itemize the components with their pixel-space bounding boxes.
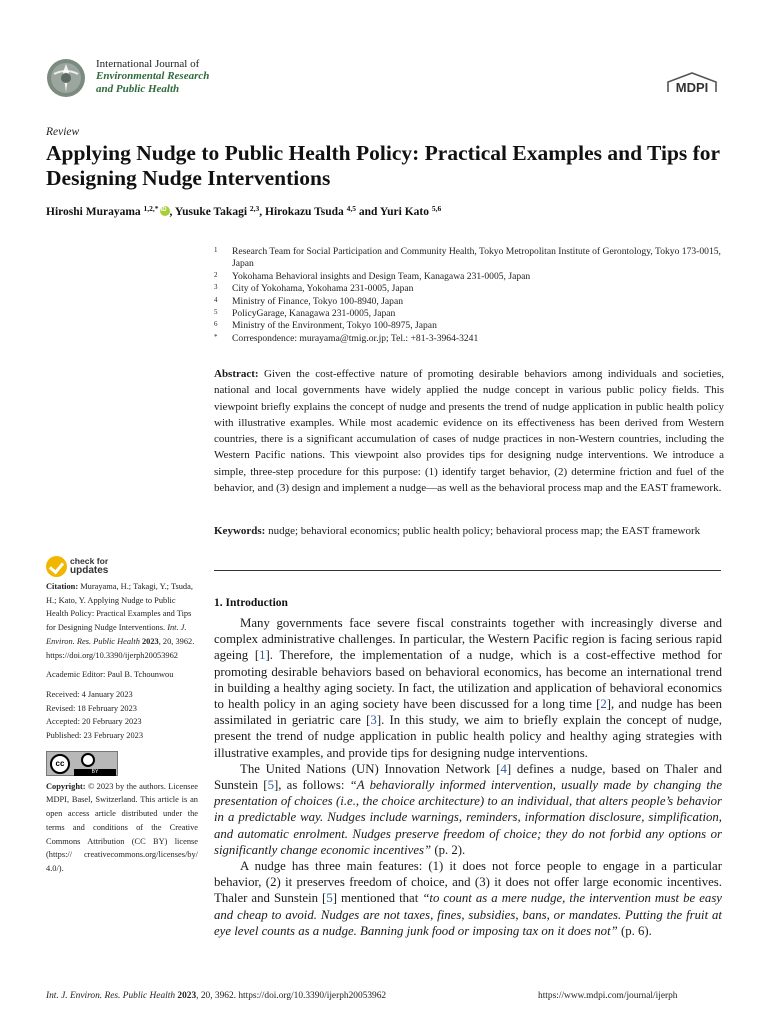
paragraph-text: (p. 2). xyxy=(431,842,466,857)
paragraph-text: ] mentioned that xyxy=(332,891,423,906)
reference-link[interactable]: 5 xyxy=(267,778,274,793)
author-list xyxy=(46,204,441,218)
citation-text: Murayama, H.; Takagi, Y.; Tsuda, H.; Kato, Y. Applying Nudge to Public Health Policy: Practical Examples and Tips for Designing Nudge Interventions. xyxy=(46,582,193,633)
orcid-icon[interactable] xyxy=(160,206,170,216)
received-date: Received: 4 January 2023 xyxy=(46,689,133,699)
copyright-text: © 2023 by the authors. Licensee MDPI, Basel, Switzerland. This article is an open access article distributed under the terms and conditions of the Creative Commons Attribution (CC BY) license (https:// creativecommons.org/licenses/by/ 4.0/). xyxy=(46,781,198,873)
paragraph-text: ], as follows: xyxy=(273,778,350,793)
affiliation-number: 3 xyxy=(214,283,218,292)
journal-name-line3: and Public Health xyxy=(96,82,180,95)
author-name[interactable]: Hiroshi Murayama xyxy=(46,206,144,218)
accepted-date: Accepted: 20 February 2023 xyxy=(46,717,142,727)
affiliation-item xyxy=(214,283,724,295)
journal-name xyxy=(96,58,209,95)
keywords-label: Keywords: xyxy=(214,525,266,537)
affiliation-item xyxy=(214,271,724,283)
reference-link[interactable]: 1 xyxy=(259,648,266,663)
academic-editor: Academic Editor: Paul B. Tchounwou xyxy=(46,670,174,680)
divider xyxy=(214,570,721,571)
affiliation-number: 2 xyxy=(214,270,218,279)
quotation: “to count as a mere nudge, the intervention must be easy and cheap to avoid. Nudges are not taxes, fines, subsidies, bans, or mandates. Putting the fruit at eye level counts as a nudge. Banning junk food or imposing tax on it does not” xyxy=(214,891,722,938)
section-body xyxy=(214,615,722,939)
journal-name-line2: Environmental Research xyxy=(96,70,210,83)
copyright-label: Copyright: xyxy=(46,781,86,791)
affiliation-number: 4 xyxy=(214,295,218,304)
affiliation-item xyxy=(214,333,724,345)
author-affiliation-marker: 2,3 xyxy=(249,204,260,213)
attribution-icon xyxy=(81,753,95,767)
check-for-updates-label xyxy=(70,557,108,575)
author-separator: and xyxy=(356,206,380,218)
paragraph xyxy=(214,761,722,858)
paragraph xyxy=(214,858,722,939)
affiliation-number: 6 xyxy=(214,320,218,329)
paragraph-text: ] defines a nudge, based on Thaler and Sunstein [ xyxy=(214,761,722,793)
paragraph xyxy=(214,615,722,761)
affiliation-text: Research Team for Social Participation and Community Health, Tokyo Metropolitan Institute of Gerontology, Tokyo 173-0015, Japan xyxy=(232,246,721,270)
footer-year: 2023 xyxy=(177,991,197,1001)
affiliation-text: PolicyGarage, Kanagawa 231-0005, Japan xyxy=(232,308,396,320)
affiliation-number: * xyxy=(214,332,218,341)
affiliation-text: City of Yokohama, Yokohama 231-0005, Japan xyxy=(232,283,414,295)
author-affiliation-marker: 1,2,* xyxy=(143,204,159,213)
check-updates-line2: updates xyxy=(70,565,109,576)
citation-label: Citation: xyxy=(46,582,79,591)
keywords xyxy=(214,523,724,539)
check-for-updates-button[interactable] xyxy=(46,556,126,578)
paragraph-text: Many governments face severe fiscal constraints together with increasingly diverse and complex administrative challenges. In particular, the Western Pacific region is facing serious rapid ageing [ xyxy=(214,616,722,663)
abstract-text: Given the cost-effective nature of promoting desirable behaviors among individuals and societies, national and local governments have widely applied the nudge concept in various public policy fields. This viewpoint briefly explains the concept of nudge and presents the trend of nudge application in public health policy with illustrative examples. While most academic evidence on its effectiveness has been derived from Western countries, there is a significant accumulation of cases of nudge practices in non-Western countries, including the Western Pacific nations. This viewpoint also provides tips for designing nudge interventions. We introduce a simple, three-step procedure for this purpose: (1) identify target behavior, (2) determine friction and fuel of the behavior, and (3) design and implement a nudge—as well as the behavioral process map and the EAST framework. xyxy=(214,368,724,495)
affiliation-item xyxy=(214,308,724,320)
reference-link[interactable]: 5 xyxy=(326,891,333,906)
affiliation-list xyxy=(214,246,724,345)
published-date: Published: 23 February 2023 xyxy=(46,731,144,741)
author-separator: , xyxy=(169,206,175,218)
affiliation-text: Ministry of the Environment, Tokyo 100-8975, Japan xyxy=(232,320,437,332)
abstract-label: Abstract: xyxy=(214,368,259,380)
paragraph-text: ]. In this study, we aim to briefly explain the concept of nudge, present the trend of nudge application in public health policy and healthy aging strategies with illustrative examples, and provide tips for designing nudge interventions. xyxy=(214,713,723,760)
affiliation-text: Yokohama Behavioral insights and Design Team, Kanagawa 231-0005, Japan xyxy=(232,270,531,282)
affiliation-item xyxy=(214,246,724,271)
license-badge-label: BY xyxy=(74,769,116,776)
footer-journal: Int. J. Environ. Res. Public Health xyxy=(46,991,176,1001)
paragraph-text: ], and nudge has been assimilated in geriatric care [ xyxy=(214,697,722,728)
footer-url[interactable]: https://www.mdpi.com/journal/ijerph xyxy=(538,991,678,1001)
check-updates-line1: check for xyxy=(70,556,109,566)
author-name[interactable]: Yusuke Takagi xyxy=(174,206,250,218)
author-separator: , xyxy=(259,206,266,218)
publisher-logo xyxy=(664,70,720,100)
reference-link[interactable]: 2 xyxy=(600,697,607,712)
paragraph-text: ]. Therefore, the implementation of a nudge, which is a cost-effective method for promoting desirable behaviors based on behavioral economics, has become an international trend in building a healthy aging society. In fact, the utilization and application of behavioral economics to health policy in an aging society have been discussed for a long time [ xyxy=(214,648,723,712)
affiliation-text: Ministry of Finance, Tokyo 100-8940, Japan xyxy=(232,295,404,307)
article-type: Review xyxy=(46,126,80,138)
revised-date: Revised: 18 February 2023 xyxy=(46,703,137,713)
cc-icon: cc xyxy=(50,754,70,774)
reference-link[interactable]: 4 xyxy=(500,761,507,776)
paragraph-text: A nudge has three main features: (1) it does not force people to engage in a particular behavior, (2) it preserves freedom of choice, and (3) it does not offer large economic incentives. Thaler and Sunstein [ xyxy=(214,859,722,906)
journal-name-line1: International Journal of xyxy=(96,58,200,70)
cc-by-license-icon[interactable] xyxy=(46,751,118,776)
author-affiliation-marker: 5,6 xyxy=(431,204,442,213)
copyright xyxy=(46,780,198,876)
author-affiliation-marker: 4,5 xyxy=(346,204,356,213)
reference-link[interactable]: 3 xyxy=(370,713,377,728)
paragraph-text: The United Nations (UN) Innovation Network [ xyxy=(240,761,501,776)
citation xyxy=(46,580,198,662)
quotation: “A behaviorally informed intervention, usually made by changing the presentation of choices (i.e., the choice architecture) to an individual, that alters people’s behavior in a predictable way. Nudges include warnings, reminders, information disclosure, simplification, and automatic enrolment. Nudges preserve freedom of choice; they do not forbid any options or significantly change economic incentives” xyxy=(214,778,722,857)
publisher-logo-text: MDPI xyxy=(675,80,709,95)
abstract xyxy=(214,366,724,496)
citation-year: 2023 xyxy=(141,636,159,646)
author-name[interactable]: Yuri Kato xyxy=(379,206,432,218)
affiliation-number: 1 xyxy=(214,246,218,254)
author-name[interactable]: Hirokazu Tsuda xyxy=(265,206,347,218)
section-title: 1. Introduction xyxy=(214,597,288,609)
affiliation-number: 5 xyxy=(214,308,218,317)
footer-doi[interactable]: , 20, 3962. https://doi.org/10.3390/ijerph20053962 xyxy=(196,991,387,1001)
footer-citation xyxy=(46,991,386,1001)
citation-journal: Int. J. Environ. Res. Public Health xyxy=(46,623,187,646)
paragraph-text: (p. 6). xyxy=(617,923,652,938)
article-title: Applying Nudge to Public Health Policy: Practical Examples and Tips for Designing Nudge Interventions xyxy=(46,141,720,190)
journal-emblem-icon xyxy=(46,58,86,98)
article-info-sidebar xyxy=(46,580,198,876)
keywords-text: nudge; behavioral economics; public health policy; behavioral process map; the EAST framework xyxy=(268,525,701,537)
affiliation-item xyxy=(214,296,724,308)
checkmark-icon xyxy=(46,556,67,577)
affiliation-item xyxy=(214,320,724,332)
citation-doi[interactable]: , 20, 3962. https://doi.org/10.3390/ijerph20053962 xyxy=(46,636,195,660)
affiliation-text: Correspondence: murayama@tmig.or.jp; Tel.: +81-3-3964-3241 xyxy=(232,332,479,344)
